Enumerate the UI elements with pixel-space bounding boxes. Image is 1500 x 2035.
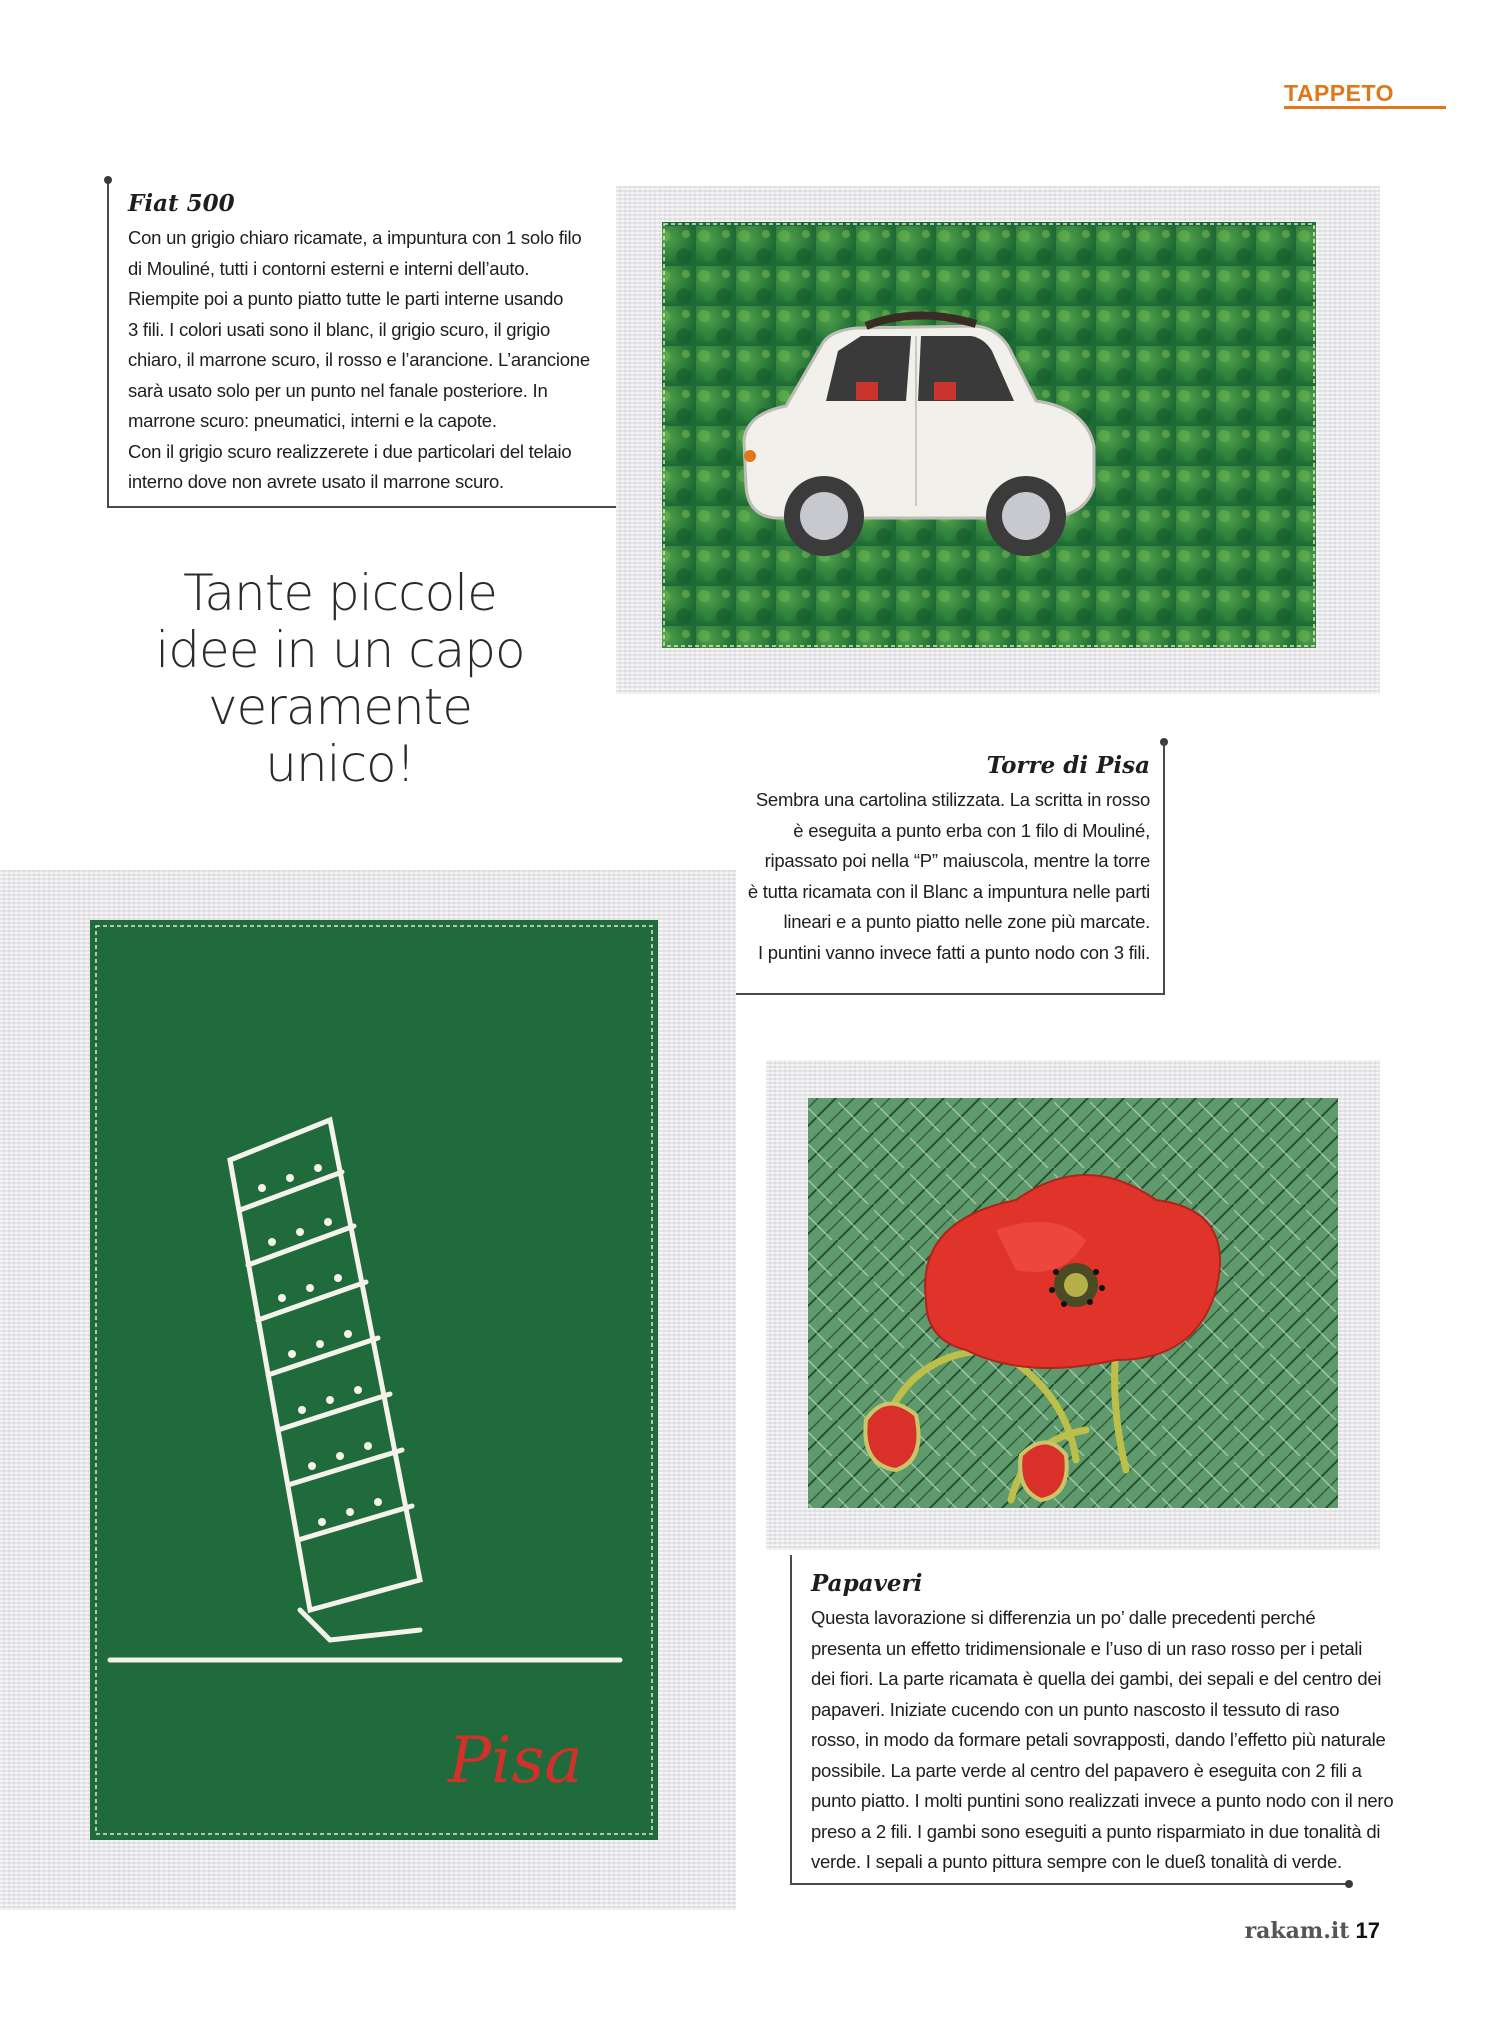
pisa-caption <box>680 752 1150 968</box>
poppy-line: punto piatto. I molti puntini sono realizzati invece a punto nodo con il nero <box>811 1790 1394 1811</box>
pisa-line: lineari e a punto piatto nelle zone più marcate. <box>783 911 1150 932</box>
poppy-embroidery-illustration <box>766 1060 1380 1550</box>
pull-quote-line: unico! <box>265 735 415 793</box>
poppy-caption-text <box>811 1603 1401 1878</box>
poppy-line: papaveri. Iniziate cucendo con un punto nascosto il tessuto di raso <box>811 1698 1340 1720</box>
poppy-line: verde. I sepali a punto pittura sempre con le dueß tonalità di verde. <box>811 1851 1342 1872</box>
pisa-leader-vertical <box>1163 742 1165 995</box>
section-label: TAPPETO <box>1284 80 1394 106</box>
fiat-line: sarà usato solo per un punto nel fanale posteriore. In <box>128 379 548 401</box>
fiat-leader-vertical <box>107 180 109 508</box>
pull-quote-line: idee in un capo <box>155 621 525 679</box>
fiat-line: chiaro, il marrone scuro, il rosso e l’arancione. L’arancione <box>128 349 590 370</box>
pull-quote-line: veramente <box>207 678 473 736</box>
pisa-embroidery-illustration <box>0 870 736 1910</box>
fiat-line: Con un grigio chiaro ricamate, a impuntura con 1 solo filo <box>128 227 582 248</box>
fiat-embroidery-illustration <box>616 186 1380 694</box>
fiat-line: di Mouliné, tutti i contorni esterni e interni dell’auto. <box>128 257 530 279</box>
poppy-leader-dot-end <box>1345 1880 1353 1888</box>
pisa-embroidery-photo <box>0 870 736 1910</box>
fiat-line: Riempite poi a punto piatto tutte le parti interne usando <box>128 288 564 309</box>
pisa-embroidered-word: Pisa <box>448 1724 583 1798</box>
poppy-caption-title: Papaveri <box>811 1570 923 1597</box>
poppy-line: rosso, in modo da formare petali sovrapposti, dando l’effetto più naturale <box>811 1729 1386 1750</box>
pull-quote <box>140 565 540 793</box>
poppy-line: Questa lavorazione si differenzia un po’ dalle precedenti perché <box>811 1607 1316 1628</box>
fiat-line: Con il grigio scuro realizzerete i due particolari del telaio <box>128 440 572 462</box>
section-rule <box>1284 106 1446 109</box>
page-number: 17 <box>1355 1918 1380 1943</box>
fiat-caption-text <box>128 223 598 498</box>
pisa-caption-text <box>680 785 1150 968</box>
fiat-leader-dot-top <box>104 176 112 184</box>
poppy-embroidery-photo <box>766 1060 1380 1550</box>
fiat-line: marrone scuro: pneumatici, interni e la capote. <box>128 410 497 431</box>
pisa-line: I puntini vanno invece fatti a punto nodo con 3 fili. <box>758 941 1150 963</box>
page-folio <box>1245 1918 1380 1944</box>
poppy-leader-vertical <box>790 1555 792 1885</box>
fiat-caption-title: Fiat 500 <box>128 190 235 217</box>
site-name: rakam.it <box>1244 1918 1350 1944</box>
poppy-line: preso a 2 fili. I gambi sono eseguiti a punto risparmiato in due tonalità di <box>811 1820 1381 1842</box>
pisa-line: è tutta ricamata con il Blanc a impuntura nelle parti <box>747 880 1150 902</box>
fiat-line: interno dove non avrete usato il marrone scuro. <box>128 471 504 492</box>
poppy-caption <box>811 1570 1401 1878</box>
pisa-caption-title: Torre di Pisa <box>986 752 1150 779</box>
pisa-line: è eseguita a punto erba con 1 filo di Mouliné, <box>793 819 1150 841</box>
fiat-caption <box>128 190 598 498</box>
poppy-line: dei fiori. La parte ricamata è quella dei gambi, dei sepali e del centro dei <box>811 1668 1382 1689</box>
pisa-leader-horizontal <box>680 993 1165 995</box>
poppy-line: possibile. La parte verde al centro del papavero è eseguita con 2 fili a <box>811 1759 1362 1781</box>
pisa-line: Sembra una cartolina stilizzata. La scritta in rosso <box>755 789 1150 810</box>
fiat-embroidery-photo <box>616 186 1380 694</box>
poppy-line: presenta un effetto tridimensionale e l’uso di un raso rosso per i petali <box>811 1637 1363 1659</box>
pull-quote-line: Tante piccole <box>183 564 497 622</box>
pisa-line: ripassato poi nella “P” maiuscola, mentre la torre <box>764 850 1150 871</box>
fiat-line: 3 fili. I colori usati sono il blanc, il grigio scuro, il grigio <box>128 318 551 340</box>
fiat-leader-horizontal <box>107 506 657 508</box>
poppy-leader-horizontal <box>790 1883 1350 1885</box>
